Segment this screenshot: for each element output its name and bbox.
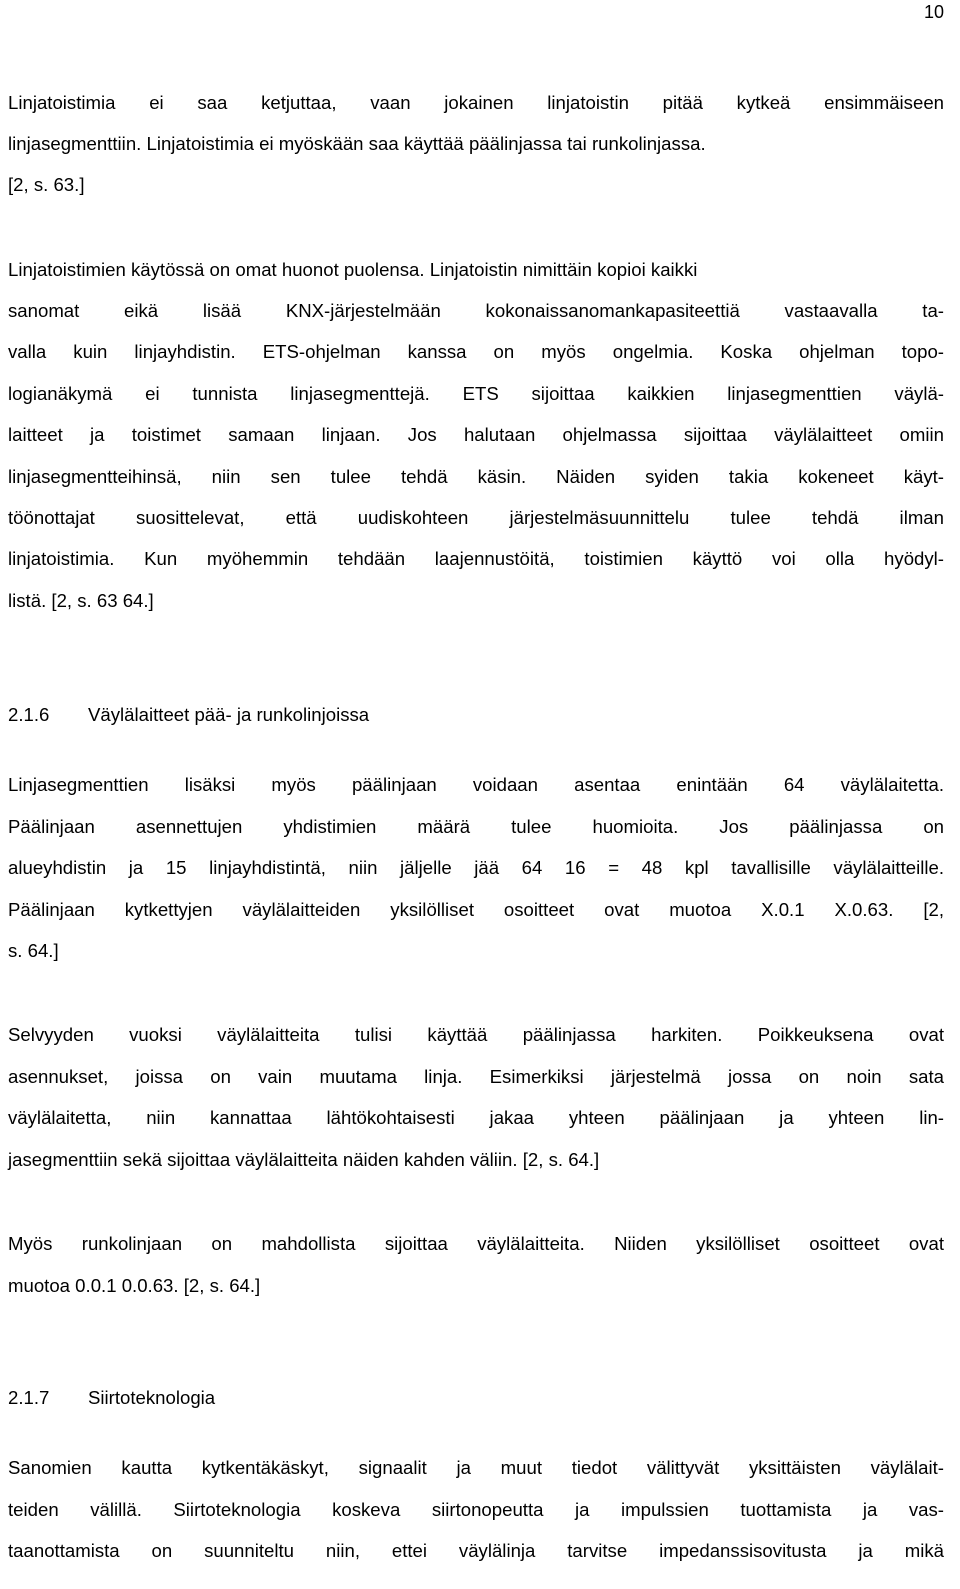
section-number: 2.1.7 bbox=[8, 1387, 50, 1408]
text-line: muotoa 0.0.1 0.0.63. [2, s. 64.] bbox=[8, 1275, 261, 1296]
text-line: Päälinjaan asennettujen yhdistimien määrä tulee huomioita. Jos päälinjassa on bbox=[8, 816, 944, 837]
text-line: linjatoistimia. Kun myöhemmin tehdään laajennustöitä, toistimien käyttö voi olla hyödyl- bbox=[8, 548, 944, 569]
text-line: listä. [2, s. 63 64.] bbox=[8, 590, 154, 611]
section-number: 2.1.6 bbox=[8, 704, 50, 725]
text-line: taanottamista on suunniteltu niin, ettei väylälinja tarvitse impedanssisovitusta ja mikä bbox=[8, 1540, 944, 1561]
section-title: Väylälaitteet pää- ja runkolinjoissa bbox=[88, 704, 370, 725]
text-line: Linjatoistimien käytössä on omat huonot puolensa. Linjatoistin nimittäin kopioi kaikki bbox=[8, 259, 698, 280]
text-line: Myös runkolinjaan on mahdollista sijoittaa väylälaitteita. Niiden yksilölliset osoitteet ovat bbox=[8, 1233, 944, 1254]
section-title: Siirtoteknologia bbox=[88, 1387, 216, 1408]
text-line: asennukset, joissa on vain muutama linja. Esimerkiksi järjestelmä jossa on noin sata bbox=[8, 1066, 944, 1087]
text-line: [2, s. 63.] bbox=[8, 174, 85, 195]
text-line: linjasegmenttiin. Linjatoistimia ei myöskään saa käyttää päälinjassa tai runkolinjassa. bbox=[8, 133, 706, 154]
text-line: linjasegmentteihinsä, niin sen tulee tehdä käsin. Näiden syiden takia kokeneet käyt- bbox=[8, 466, 944, 487]
text-line: alueyhdistin ja 15 linjayhdistintä, niin jäljelle jää 64 16 = 48 kpl tavallisille väylälaitteille. bbox=[8, 857, 944, 878]
page-number: 10 bbox=[923, 2, 944, 22]
text-line: jasegmenttiin sekä sijoittaa väylälaitteita näiden kahden väliin. [2, s. 64.] bbox=[8, 1149, 600, 1170]
text-line: logianäkymä ei tunnista linjasegmenttejä. ETS sijoittaa kaikkien linjasegmenttien väylä- bbox=[8, 383, 944, 404]
text-line: Selvyyden vuoksi väylälaitteita tulisi käyttää päälinjassa harkiten. Poikkeuksena ovat bbox=[8, 1024, 944, 1045]
text-line: väylälaitetta, niin kannattaa lähtökohtaisesti jakaa yhteen päälinjaan ja yhteen lin- bbox=[8, 1107, 944, 1128]
text-line: s. 64.] bbox=[8, 940, 59, 961]
text-line: Linjatoistimia ei saa ketjuttaa, vaan jokainen linjatoistin pitää kytkeä ensimmäiseen bbox=[8, 92, 944, 113]
text-line: Linjasegmenttien lisäksi myös päälinjaan voidaan asentaa enintään 64 väylälaitetta. bbox=[8, 774, 944, 795]
section-heading bbox=[8, 1387, 215, 1409]
text-line: sanomat eikä lisää KNX-järjestelmään kokonaissanomankapasiteettiä vastaavalla ta- bbox=[8, 300, 944, 321]
text-line: töönottajat suosittelevat, että uudiskohteen järjestelmäsuunnittelu tulee tehdä ilman bbox=[8, 507, 944, 528]
text-line: Päälinjaan kytkettyjen väylälaitteiden yksilölliset osoitteet ovat muotoa X.0.1 X.0.63. [2, bbox=[8, 899, 944, 920]
section-heading bbox=[8, 704, 369, 726]
text-line: laitteet ja toistimet samaan linjaan. Jos halutaan ohjelmassa sijoittaa väylälaitteet omiin bbox=[8, 424, 944, 445]
text-line: Sanomien kautta kytkentäkäskyt, signaalit ja muut tiedot välittyvät yksittäisten väylälait- bbox=[8, 1457, 944, 1478]
text-line: valla kuin linjayhdistin. ETS-ohjelman kanssa on myös ongelmia. Koska ohjelman topo- bbox=[8, 341, 944, 362]
text-line: teiden välillä. Siirtoteknologia koskeva siirtonopeutta ja impulssien tuottamista ja vas- bbox=[8, 1499, 944, 1520]
